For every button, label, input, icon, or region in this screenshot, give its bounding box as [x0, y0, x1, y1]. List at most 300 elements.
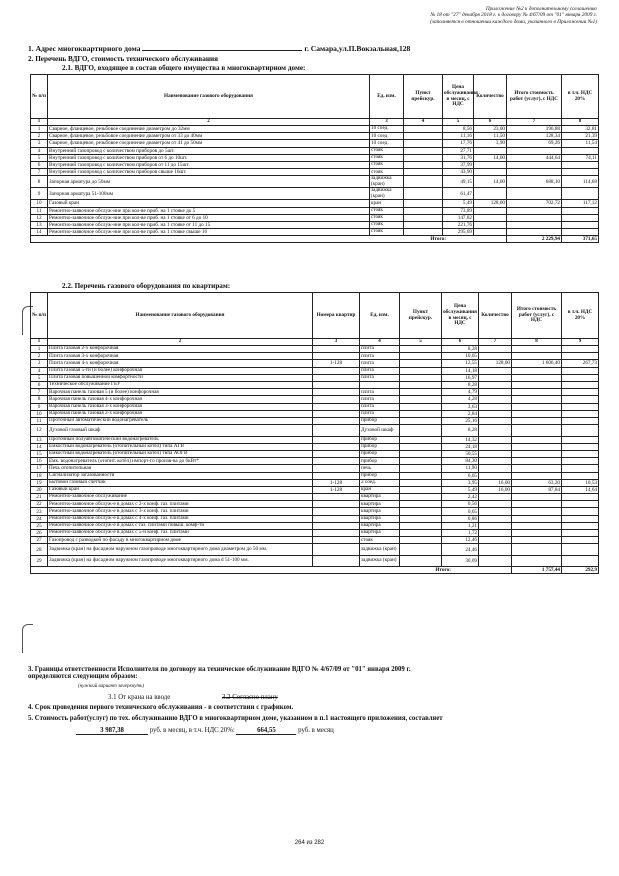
- col-number: 7: [479, 339, 512, 346]
- table-cell: [400, 530, 442, 537]
- table-cell: 12: [31, 214, 48, 221]
- table-cell: [562, 501, 599, 508]
- table-cell: [313, 450, 360, 457]
- table-cell: Емкостный водонагреватель (отопительный котёл) типа АОГВ: [48, 450, 313, 457]
- table-cell: стояк: [370, 221, 404, 228]
- table-cell: Плита газовая повышенной комфортности: [48, 374, 313, 381]
- table-row: [31, 154, 599, 161]
- table-row: [31, 140, 599, 147]
- table-cell: 84,30: [442, 458, 479, 465]
- table-cell: прибор: [360, 443, 400, 450]
- table-cell: Внутренний газопровод с количеством приборов от 6 до 10шт.: [48, 154, 370, 161]
- table-cell: стояк: [370, 154, 404, 161]
- table-cell: 19: [31, 479, 48, 486]
- table-row: [31, 353, 599, 360]
- table-cell: [400, 544, 442, 556]
- table-cell: 12,55: [442, 360, 479, 367]
- table-cell: 24,18: [442, 443, 479, 450]
- address-value: г. Самара,ул.П.Вокзальная,128: [304, 44, 411, 53]
- table-cell: [562, 169, 599, 176]
- table-row: [31, 417, 599, 424]
- table-cell: 9: [31, 188, 48, 200]
- table-cell: [562, 214, 599, 221]
- table-cell: [400, 346, 442, 353]
- table-cell: [404, 229, 443, 236]
- table-cell: [313, 417, 360, 424]
- table-cell: [474, 207, 507, 214]
- table-cell: плита: [360, 410, 400, 417]
- table-cell: [479, 436, 512, 443]
- table-cell: 27: [31, 537, 48, 544]
- table-row: [31, 381, 599, 388]
- table-cell: [479, 389, 512, 396]
- table-cell: 14: [31, 443, 48, 450]
- section-3-option-2: 3.2 Согласно плану: [222, 694, 278, 701]
- table-cell: 2,42: [442, 494, 479, 501]
- table-cell: Духовой шкаф: [360, 425, 400, 437]
- table-cell: 73,89: [443, 207, 474, 214]
- total-row: [31, 236, 599, 243]
- table-cell: 1-128: [313, 360, 360, 367]
- col-number: 8: [512, 339, 562, 346]
- table-cell: Техническое обслуживание ГБУ: [48, 381, 313, 388]
- table-cell: 3,63: [442, 403, 479, 410]
- table-cell: плита: [360, 360, 400, 367]
- table-cell: 8,56: [443, 126, 474, 133]
- table-cell: Ремонтно-заявочное обслуживание: [48, 494, 313, 501]
- col-header: Количество: [479, 293, 512, 339]
- table-cell: [562, 381, 599, 388]
- table-row: [31, 147, 599, 154]
- table-cell: [562, 450, 599, 457]
- table-cell: [400, 403, 442, 410]
- table-cell: [507, 188, 562, 200]
- table-cell: [512, 537, 562, 544]
- table-cell: [507, 169, 562, 176]
- table-cell: 14,64: [562, 486, 599, 493]
- table-cell: [400, 410, 442, 417]
- table-cell: [400, 479, 442, 486]
- table-cell: Запорная арматура до 50мм: [48, 176, 370, 188]
- section-2-2-title: 2.2. Перечень газового оборудования по квартирам:: [62, 282, 231, 290]
- table-cell: [404, 188, 443, 200]
- table-cell: [313, 425, 360, 437]
- col-header: в т.ч. НДС 20%: [562, 293, 599, 339]
- table-cell: 14,18: [442, 367, 479, 374]
- table-cell: 2,84: [442, 410, 479, 417]
- table-cell: 13: [31, 221, 48, 228]
- table-cell: Бытовой газовый счетчик: [48, 479, 313, 486]
- table-cell: [512, 381, 562, 388]
- table-cell: 22: [31, 501, 48, 508]
- table-cell: 12: [31, 425, 48, 437]
- table-cell: [313, 537, 360, 544]
- table-cell: квартира: [360, 522, 400, 529]
- table-cell: 28: [31, 544, 48, 556]
- table-cell: [404, 140, 443, 147]
- total-vat: 292,9: [562, 567, 599, 574]
- table-cell: 10,53: [562, 479, 599, 486]
- table-row: [31, 465, 599, 472]
- table-cell: [400, 436, 442, 443]
- table-cell: 5,49: [443, 200, 474, 207]
- table-cell: стояк: [370, 229, 404, 236]
- table-cell: 16,00: [479, 486, 512, 493]
- table-cell: [400, 367, 442, 374]
- appendix-line-1: Приложение №2 к дополнительному соглашению: [485, 6, 597, 12]
- table-cell: 3: [31, 140, 48, 147]
- section-5-text: 5. Стоимость работ(услуг) по тех. обслуживанию ВДГО в многоквартирном доме, указанном в п.1 настоящего приложения, составляет: [28, 715, 443, 722]
- table-cell: Газопровод с разводкой по фасаду в многоквартирном доме: [48, 537, 313, 544]
- table-cell: [562, 508, 599, 515]
- table-cell: [512, 417, 562, 424]
- table-cell: [400, 417, 442, 424]
- table-cell: кран: [360, 486, 400, 493]
- table-cell: 267,73: [562, 360, 599, 367]
- table-cell: [562, 555, 599, 567]
- table-row: [31, 214, 599, 221]
- table-cell: [512, 346, 562, 353]
- table-cell: [474, 169, 507, 176]
- table-cell: [404, 147, 443, 154]
- table-cell: 23: [31, 508, 48, 515]
- col-number: 1: [31, 119, 48, 126]
- table-cell: плита: [360, 367, 400, 374]
- table-cell: [400, 353, 442, 360]
- table-cell: [313, 403, 360, 410]
- table-cell: [400, 374, 442, 381]
- appendix-line-3: (заполняется в отношении каждого дома, указанного в Приложении №1): [430, 18, 597, 25]
- table-cell: [313, 436, 360, 443]
- table-cell: Ремонтно-заявочное обслуж-е в домах с 4-х конф. газ. плитами: [48, 515, 313, 522]
- col-header: Цена обслуживания в месяц, с НДС: [442, 293, 479, 339]
- table-cell: [400, 486, 442, 493]
- col-number: 7: [507, 119, 562, 126]
- table-cell: [313, 381, 360, 388]
- table-cell: [512, 508, 562, 515]
- table-cell: [404, 214, 443, 221]
- col-number: 4: [360, 339, 400, 346]
- table-cell: [562, 353, 599, 360]
- table-cell: [313, 443, 360, 450]
- table-cell: [400, 515, 442, 522]
- section-3: [28, 666, 598, 680]
- table-cell: квартира: [360, 494, 400, 501]
- table-cell: 1,21: [442, 522, 479, 529]
- table-cell: [479, 374, 512, 381]
- table-cell: [512, 450, 562, 457]
- table-cell: 2: [31, 353, 48, 360]
- table-cell: [507, 147, 562, 154]
- table-cell: Задвижка (кран) на фасадном наружном газопроводе многоквартирного дома диаметром до 50 мм.: [48, 544, 313, 556]
- table-cell: [400, 555, 442, 567]
- table-row: [31, 458, 599, 465]
- table-row: [31, 494, 599, 501]
- table-cell: [400, 360, 442, 367]
- col-number: 4: [404, 119, 443, 126]
- total-sum: 1 757,44: [512, 567, 562, 574]
- table-cell: [313, 530, 360, 537]
- table-cell: [404, 169, 443, 176]
- table-cell: [562, 515, 599, 522]
- table-cell: 444,64: [507, 154, 562, 161]
- table-cell: [512, 465, 562, 472]
- table-cell: прибор: [360, 458, 400, 465]
- table-row: [31, 169, 599, 176]
- table-cell: [479, 530, 512, 537]
- table-cell: 11,90: [442, 465, 479, 472]
- table-cell: плита: [360, 353, 400, 360]
- table-cell: задвижка (кран): [370, 188, 404, 200]
- table-cell: [404, 126, 443, 133]
- table-cell: 21: [31, 494, 48, 501]
- table-cell: 32,81: [562, 126, 599, 133]
- table-cell: 26: [31, 530, 48, 537]
- table-cell: [474, 147, 507, 154]
- table-cell: стояк: [370, 161, 404, 168]
- table-cell: [562, 207, 599, 214]
- table-cell: [474, 229, 507, 236]
- col-header: Ед. изм.: [360, 293, 400, 339]
- section-5-amounts: [76, 727, 334, 735]
- table-cell: [512, 443, 562, 450]
- col-header: Количество: [474, 75, 507, 119]
- col-header: Номера квартир: [313, 293, 360, 339]
- table-cell: [400, 381, 442, 388]
- table-cell: [313, 555, 360, 567]
- table-row: [31, 501, 599, 508]
- table-cell: 1-128: [313, 486, 360, 493]
- table-row: [31, 544, 599, 556]
- table-cell: Внутренний газопровод с количеством приборов от 11 до 15шт.: [48, 161, 370, 168]
- table-cell: 3,95: [442, 479, 479, 486]
- table-cell: квартира: [360, 530, 400, 537]
- table-cell: 21,39: [562, 133, 599, 140]
- table-cell: [562, 367, 599, 374]
- table-cell: стояк: [370, 214, 404, 221]
- table-cell: [404, 154, 443, 161]
- table-cell: 128,34: [507, 133, 562, 140]
- table-cell: 0,56: [442, 501, 479, 508]
- table-cell: 14,00: [474, 176, 507, 188]
- table-cell: [479, 508, 512, 515]
- table-cell: [313, 389, 360, 396]
- table-cell: Емкостный водонагреватель (отопительный котёл) типа АГВ: [48, 443, 313, 450]
- table-cell: [562, 544, 599, 556]
- col-number: 5: [443, 119, 474, 126]
- table-cell: 14,00: [474, 154, 507, 161]
- table-cell: прибор: [360, 450, 400, 457]
- col-header: Наименование газового оборудования: [48, 75, 370, 119]
- table-cell: Сварное, фланцевое, резьбовое соединение диаметром от 41 до 50мм: [48, 140, 370, 147]
- table-cell: [313, 515, 360, 522]
- table-cell: 15: [31, 450, 48, 457]
- table-cell: [479, 417, 512, 424]
- table-cell: [400, 425, 442, 437]
- col-header: в т.ч. НДС 20%: [562, 75, 599, 119]
- table-cell: [512, 374, 562, 381]
- table-cell: [507, 221, 562, 228]
- table-cell: [313, 501, 360, 508]
- table-cell: задвижка (кран): [360, 544, 400, 556]
- table-cell: 6: [31, 161, 48, 168]
- section-2-1-title: 2.1. ВДГО, входящее в состав общего имущества в многоквартирном доме:: [62, 64, 306, 72]
- monthly-sum: 3 987,38: [76, 727, 148, 735]
- table-row: [31, 360, 599, 367]
- table-cell: 10,65: [442, 353, 479, 360]
- apartment-equipment-table: [30, 292, 599, 574]
- table-row: [31, 425, 599, 437]
- common-property-table: [30, 74, 599, 243]
- table-cell: [400, 465, 442, 472]
- table-cell: [512, 436, 562, 443]
- table-cell: 24,46: [442, 544, 479, 556]
- table-cell: 14,32: [442, 436, 479, 443]
- table-cell: [479, 381, 512, 388]
- table-cell: [479, 346, 512, 353]
- table-cell: [313, 346, 360, 353]
- table-cell: [512, 522, 562, 529]
- col-header: Цена обслуживания в месяц, с НДС: [443, 75, 474, 119]
- table-cell: [507, 214, 562, 221]
- table-cell: 25,16: [442, 417, 479, 424]
- table-cell: 37,99: [443, 161, 474, 168]
- col-header: № п/п: [31, 75, 48, 119]
- table-cell: 10 соед.: [370, 126, 404, 133]
- table-cell: Сварное, фланцевое, резьбовое соединение диаметром до 32мм: [48, 126, 370, 133]
- total-label: Итого:: [31, 567, 512, 574]
- table-cell: 221,76: [443, 221, 474, 228]
- table-cell: квартира: [360, 508, 400, 515]
- table-cell: [313, 494, 360, 501]
- table-cell: 87,84: [512, 486, 562, 493]
- table-cell: 50,55: [442, 450, 479, 457]
- col-number: 2: [48, 339, 313, 346]
- table-cell: [404, 200, 443, 207]
- table-cell: 11: [31, 207, 48, 214]
- table-cell: [562, 346, 599, 353]
- table-row: [31, 221, 599, 228]
- table-cell: [479, 522, 512, 529]
- table-row: [31, 537, 599, 544]
- table-cell: [512, 425, 562, 437]
- table-cell: 18: [31, 472, 48, 479]
- table-cell: [562, 494, 599, 501]
- table-cell: [479, 501, 512, 508]
- table-cell: [562, 522, 599, 529]
- table-cell: [479, 410, 512, 417]
- table-cell: [512, 367, 562, 374]
- table-cell: Газовый кран: [48, 200, 370, 207]
- table-cell: Газовый кран: [48, 486, 313, 493]
- table-cell: 117,12: [562, 200, 599, 207]
- table-row: [31, 346, 599, 353]
- table-cell: задвижка (кран): [360, 555, 400, 567]
- table-cell: 8,28: [442, 346, 479, 353]
- table-cell: 5: [31, 374, 48, 381]
- table-cell: 8: [31, 396, 48, 403]
- table-cell: Внутренний газопровод с количеством приборов свыше 16шт.: [48, 169, 370, 176]
- table-cell: [313, 374, 360, 381]
- table-cell: [512, 515, 562, 522]
- col-number: 6: [442, 339, 479, 346]
- table-cell: [479, 396, 512, 403]
- section-3-note: (нужный вариант зачеркнуть): [78, 684, 145, 689]
- table-cell: Плита газовая 5-ти (и более) конфорочная: [48, 367, 313, 374]
- table-cell: [562, 221, 599, 228]
- table-cell: стояк: [360, 537, 400, 544]
- table-cell: 5,49: [442, 486, 479, 493]
- total-row: [31, 567, 599, 574]
- table-cell: [562, 465, 599, 472]
- address-label: 1. Адрес многоквартирного дома: [28, 44, 141, 53]
- table-cell: [507, 229, 562, 236]
- table-cell: 1: [31, 346, 48, 353]
- table-cell: 49,15: [443, 176, 474, 188]
- table-cell: [562, 389, 599, 396]
- table-cell: 2 соед.: [360, 479, 400, 486]
- section-3-text-2: определяются следующим образом:: [28, 673, 138, 680]
- table-cell: 23,00: [474, 126, 507, 133]
- table-cell: 11: [31, 417, 48, 424]
- table-cell: Духовой газовый шкаф: [48, 425, 313, 437]
- table-row: [31, 555, 599, 567]
- table-cell: [400, 501, 442, 508]
- table-cell: прибор: [360, 436, 400, 443]
- table-cell: 4,79: [442, 389, 479, 396]
- table-cell: 4: [31, 147, 48, 154]
- table-cell: [562, 436, 599, 443]
- table-cell: [479, 537, 512, 544]
- table-cell: Сигнализатор загазованности: [48, 472, 313, 479]
- table-cell: [404, 207, 443, 214]
- col-number: 6: [474, 119, 507, 126]
- table-cell: [562, 472, 599, 479]
- table-cell: прибор: [360, 417, 400, 424]
- table-cell: [313, 522, 360, 529]
- table-cell: [562, 396, 599, 403]
- table-cell: [512, 501, 562, 508]
- table-cell: 16,00: [479, 479, 512, 486]
- table-cell: 25: [31, 522, 48, 529]
- table-cell: 1,72: [442, 530, 479, 537]
- table-cell: [562, 161, 599, 168]
- table-row: [31, 161, 599, 168]
- table-row: [31, 472, 599, 479]
- table-cell: [313, 544, 360, 556]
- table-cell: [400, 443, 442, 450]
- table-cell: печь: [360, 465, 400, 472]
- table-cell: Плита газовая 3-х конфорочная: [48, 353, 313, 360]
- table-header: [31, 293, 599, 339]
- table-cell: Внутренний газопровод с количеством приборов до 5шт.: [48, 147, 370, 154]
- table-cell: 74,11: [562, 154, 599, 161]
- table-cell: [313, 367, 360, 374]
- table-cell: 14: [31, 229, 48, 236]
- table-cell: 9: [31, 403, 48, 410]
- table-cell: [479, 515, 512, 522]
- table-cell: Проточный автоматический водонагреватель: [48, 417, 313, 424]
- table-cell: 10 соед.: [370, 140, 404, 147]
- table-cell: Ремонтно-заявочное обслуж-е в домах с газ. плитами повыш. комф-ти: [48, 522, 313, 529]
- table-cell: [562, 229, 599, 236]
- table-cell: [512, 458, 562, 465]
- table-cell: [479, 425, 512, 437]
- table-cell: [404, 133, 443, 140]
- table-cell: Варочная панель газовая 3-х конфорочная: [48, 403, 313, 410]
- table-cell: [512, 530, 562, 537]
- table-cell: 10 соед.: [370, 133, 404, 140]
